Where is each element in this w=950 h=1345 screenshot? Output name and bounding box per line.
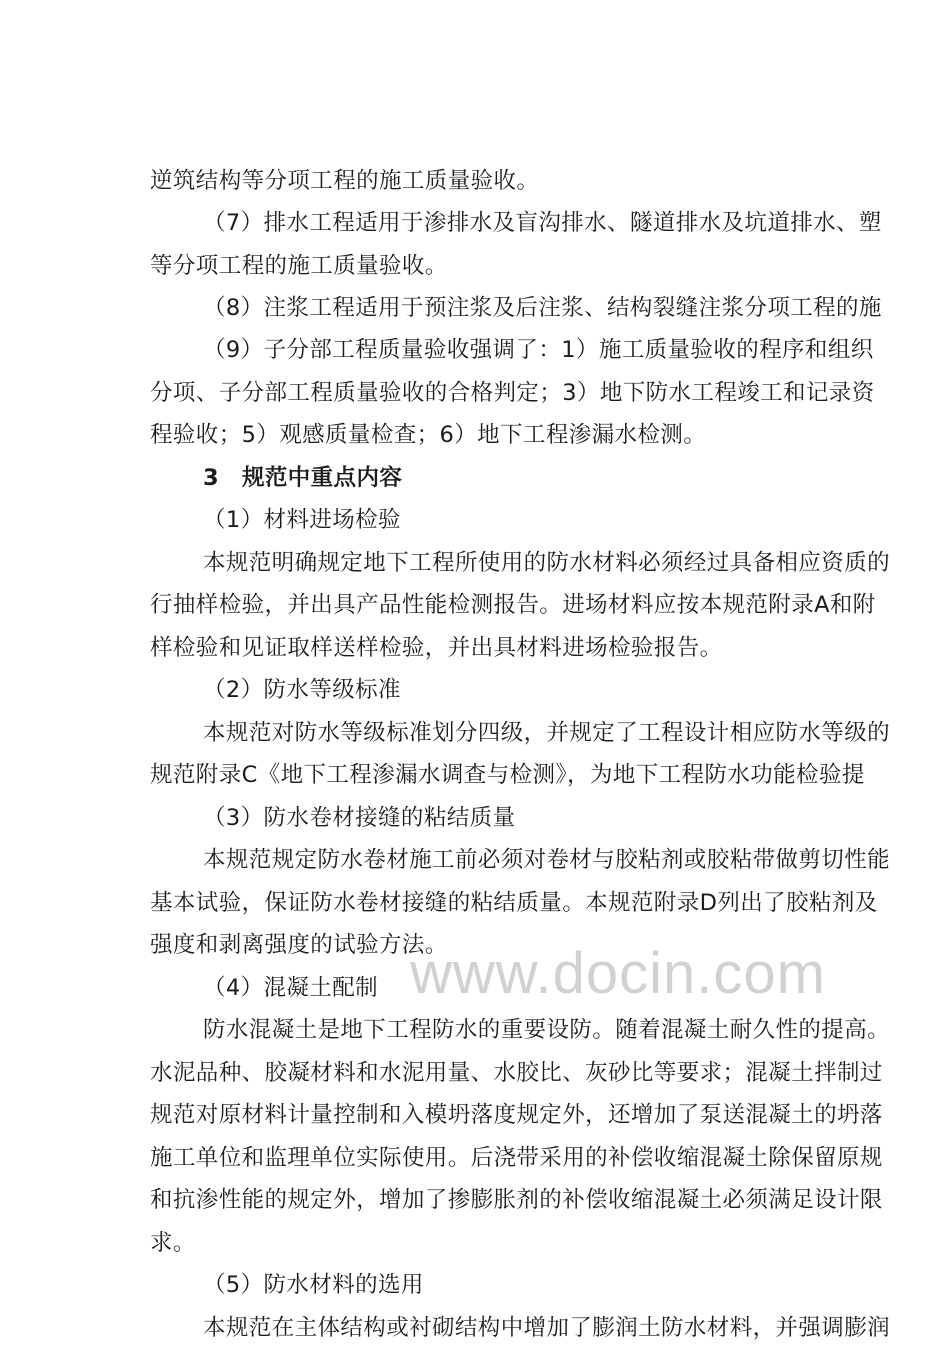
text-line: 防水混凝土是地下工程防水的重要设防。随着混凝土耐久性的提高。 (203, 1017, 891, 1043)
text-line: （9）子分部工程质量验收强调了：1）施工质量验收的程序和组织 (203, 337, 874, 363)
text-line: 施工单位和监理单位实际使用。后浇带采用的补偿收缩混凝土除保留原规 (150, 1145, 883, 1171)
text-line: 基本试验，保证防水卷材接缝的粘结质量。本规范附录D列出了胶粘剂及 (150, 890, 878, 916)
text-line: （8）注浆工程适用于预注浆及后注浆、结构裂缝注浆分项工程的施 (203, 295, 882, 321)
text-line: 程验收；5）观感质量检查；6）地下工程渗漏水检测。 (150, 422, 707, 448)
text-line: 样检验和见证取样送样检验，并出具材料进场检验报告。 (150, 635, 723, 661)
text-line: 逆筑结构等分项工程的施工质量验收。 (150, 168, 540, 194)
subsection-heading: （4）混凝土配制 (203, 975, 379, 1001)
subsection-heading: （2）防水等级标准 (203, 677, 401, 703)
text-line: 本规范在主体结构或衬砌结构中增加了膨润土防水材料，并强调膨润 (203, 1315, 891, 1341)
text-line: 规范附录C《地下工程渗漏水调查与检测》，为地下工程防水功能检验提 (150, 762, 865, 788)
subsection-heading: （5）防水材料的选用 (203, 1272, 424, 1298)
text-line: 水泥品种、胶凝材料和水泥用量、水胶比、灰砂比等要求；混凝土拌制过 (150, 1060, 883, 1086)
text-line: 规范对原材料计量控制和入模坍落度规定外，还增加了泵送混凝土的坍落 (150, 1102, 883, 1128)
text-line: 等分项工程的施工质量验收。 (150, 253, 448, 279)
subsection-heading: （3）防水卷材接缝的粘结质量 (203, 805, 516, 831)
text-line: （7）排水工程适用于渗排水及盲沟排水、隧道排水及坑道排水、塑 (203, 210, 882, 236)
section-heading: 3 规范中重点内容 (203, 465, 403, 491)
text-line: 求。 (150, 1230, 196, 1256)
watermark: www.docin.com (410, 941, 826, 1006)
text-line: 本规范明确规定地下工程所使用的防水材料必须经过具备相应资质的 (203, 550, 891, 576)
text-line: 分项、子分部工程质量验收的合格判定；3）地下防水工程竣工和记录资 (150, 380, 875, 406)
text-line: 强度和剥离强度的试验方法。 (150, 932, 448, 958)
text-line: 和抗渗性能的规定外，增加了掺膨胀剂的补偿收缩混凝土必须满足设计限 (150, 1187, 883, 1213)
text-line: 行抽样检验，并出具产品性能检测报告。进场材料应按本规范附录A和附 (150, 592, 876, 618)
text-line: 本规范对防水等级标准划分四级，并规定了工程设计相应防水等级的 (203, 720, 891, 746)
text-line: 本规范规定防水卷材施工前必须对卷材与胶粘剂或胶粘带做剪切性能 (203, 847, 891, 873)
subsection-heading: （1）材料进场检验 (203, 507, 401, 533)
